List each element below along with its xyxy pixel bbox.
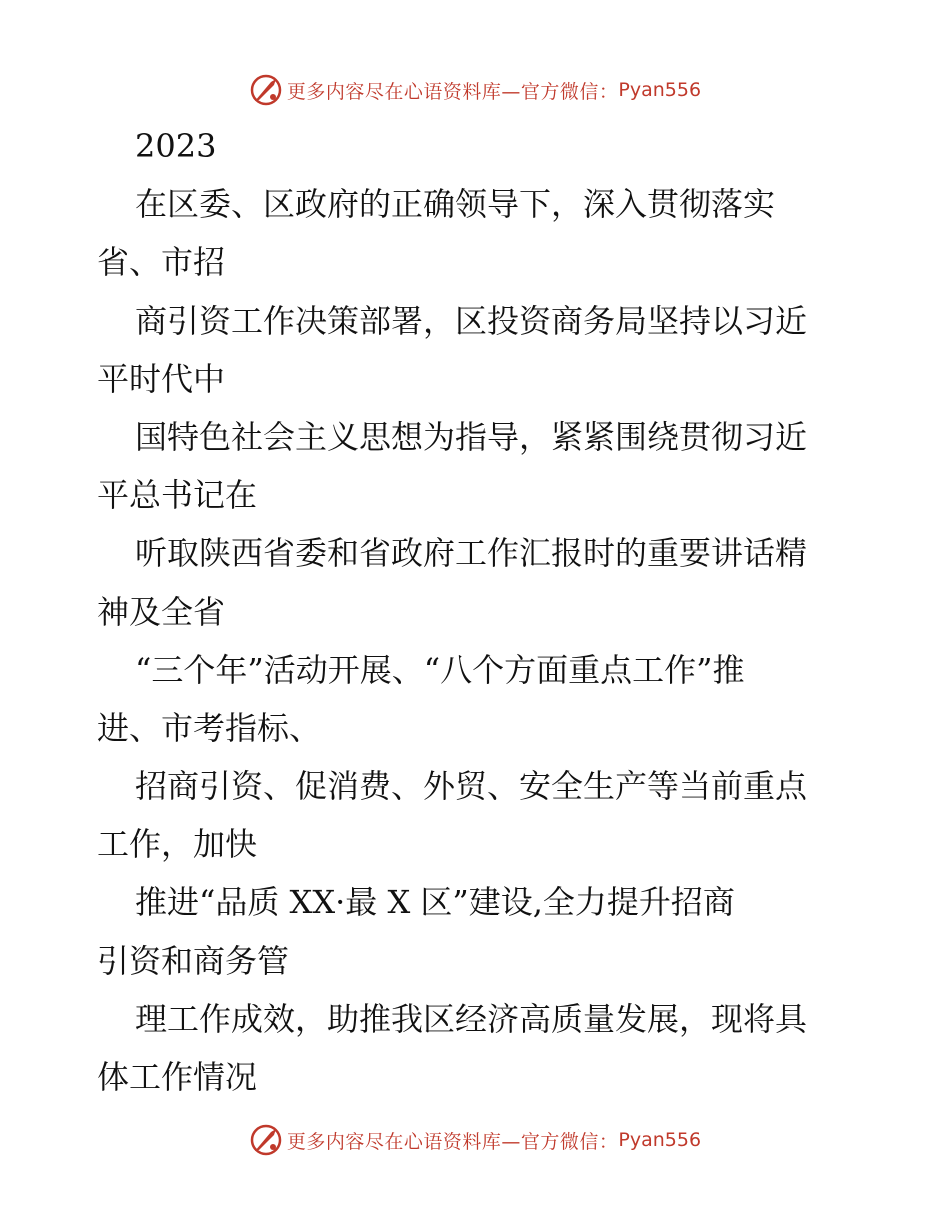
quill-pen-logo-icon bbox=[249, 73, 283, 107]
header-banner-text: 更多内容尽在心语资料库—官方微信： bbox=[286, 80, 619, 103]
text-line: 体工作情况 bbox=[97, 1058, 258, 1096]
text-line: 理工作成效，助推我区经济高质量发展，现将具 bbox=[135, 999, 808, 1038]
footer-banner-text: 更多内容尽在心语资料库—官方微信： bbox=[286, 1130, 619, 1153]
text-line: 省、市招 bbox=[97, 243, 226, 282]
header-banner bbox=[0, 70, 950, 110]
text-line: 推进“品质 XX·最 X 区”建设,全力提升招商 bbox=[135, 883, 735, 922]
text-line: 招商引资、促消费、外贸、安全生产等当前重点 bbox=[135, 767, 808, 806]
text-line: 进、市考指标、 bbox=[97, 708, 322, 747]
text-line: 国特色社会主义思想为指导，紧紧围绕贯彻习近 bbox=[135, 417, 808, 456]
text-line: “三个年”活动开展、“八个方面重点工作”推 bbox=[135, 650, 745, 689]
text-line: 工作，加快 bbox=[97, 825, 258, 864]
header-wechat-handle: Pyan556 bbox=[618, 79, 702, 101]
text-line: 平总书记在 bbox=[97, 476, 258, 515]
text-line: 平时代中 bbox=[97, 359, 226, 398]
text-line: 在区委、区政府的正确领导下，深入贯彻落实 bbox=[135, 185, 776, 224]
text-line: 神及全省 bbox=[97, 592, 226, 631]
text-line: 商引资工作决策部署，区投资商务局坚持以习近 bbox=[135, 301, 808, 340]
text-line: 引资和商务管 bbox=[97, 941, 290, 980]
document-body bbox=[97, 117, 857, 1106]
footer-wechat-handle: Pyan556 bbox=[618, 1129, 702, 1151]
text-line: 听取陕西省委和省政府工作汇报时的重要讲话精 bbox=[135, 534, 808, 573]
quill-pen-logo-icon bbox=[249, 1123, 283, 1157]
text-line: 2023 bbox=[135, 127, 217, 165]
footer-banner bbox=[0, 1120, 950, 1160]
